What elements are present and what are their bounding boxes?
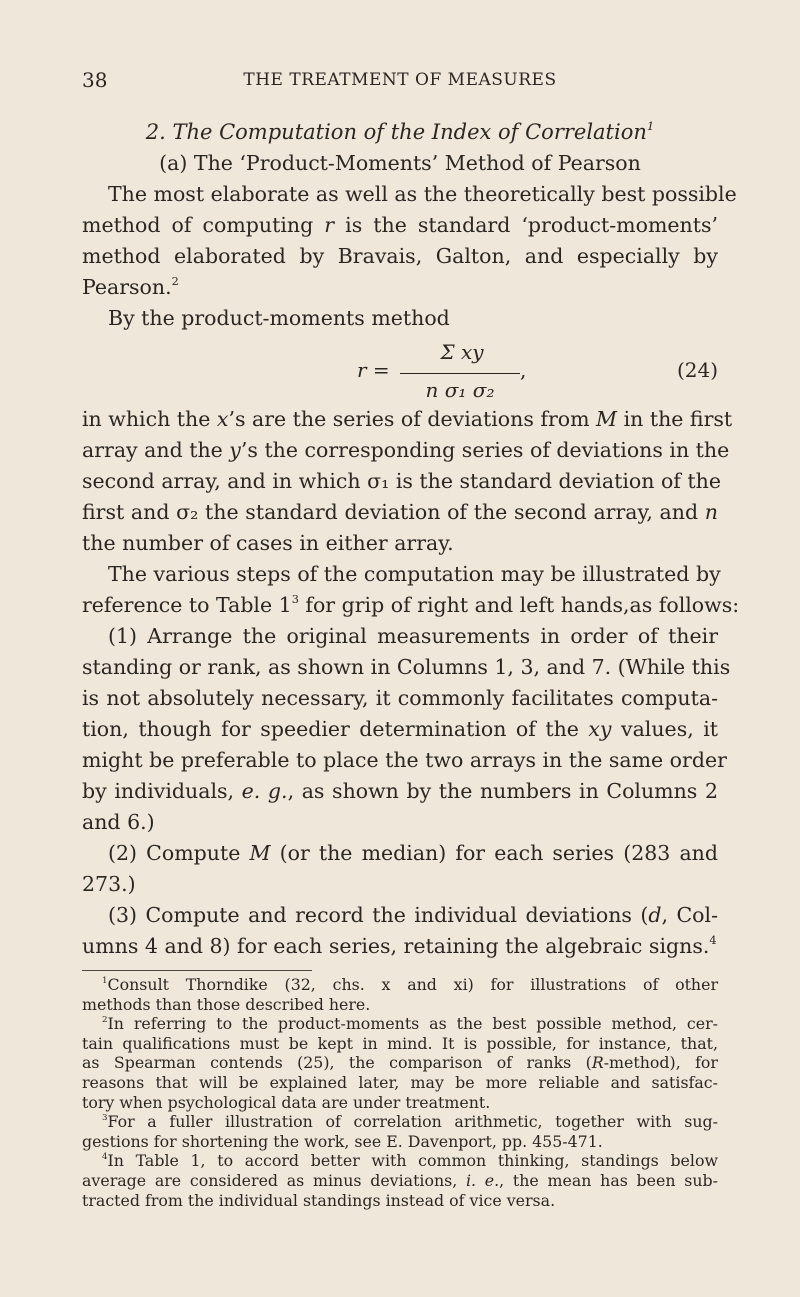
text-run: M — [249, 841, 271, 865]
text-line — [82, 1034, 718, 1054]
paragraph — [82, 404, 733, 559]
text-run: second array, and in which σ₁ is the standard deviation of the — [82, 469, 721, 493]
text-run: ’s are the series of deviations from — [228, 407, 597, 431]
text-line — [82, 683, 718, 714]
equation-24 — [82, 340, 718, 404]
paragraph — [82, 621, 731, 838]
text-run: and 6.) — [82, 810, 155, 834]
text-line — [82, 590, 740, 621]
footnote-marker[interactable]: 4 — [709, 933, 717, 947]
text-line — [82, 1151, 718, 1171]
text-line — [82, 241, 718, 272]
text-line — [82, 652, 731, 683]
text-run: average are considered as minus deviations, — [82, 1170, 466, 1190]
text-run: methods than those described here. — [82, 994, 371, 1014]
footnotes — [82, 975, 718, 1210]
footnote — [82, 975, 718, 1014]
text-line — [82, 995, 718, 1015]
footnote-marker[interactable]: 1 — [646, 118, 655, 133]
text-line — [82, 621, 718, 652]
text-run: method of computing — [82, 213, 325, 237]
footnote-marker[interactable]: 2 — [102, 1015, 108, 1026]
text-line — [82, 1093, 718, 1113]
equation-numerator: Σ xy — [440, 340, 484, 364]
footnote — [82, 1014, 718, 1112]
text-run: method elaborated by Bravais, Galton, and especially by — [82, 244, 718, 268]
text-run: e. g. — [241, 779, 288, 803]
text-line — [82, 148, 718, 179]
text-run: as Spearman contends (25), the comparison of ranks ( — [82, 1053, 592, 1073]
text-run: (1) Arrange the original measurements in order of their — [108, 624, 718, 648]
text-run: In referring to the product-moments as the best possible method, cer- — [107, 1014, 718, 1034]
text-line — [82, 1014, 718, 1034]
footnote-marker[interactable]: 2 — [171, 274, 179, 288]
text-run: in the first — [617, 407, 733, 431]
text-line — [82, 528, 718, 559]
footnote — [82, 1151, 718, 1210]
text-run: the number of cases in either array. — [82, 531, 454, 555]
text-run: tion, though for speedier determination of the — [82, 717, 589, 741]
footnote-marker[interactable]: 4 — [102, 1152, 108, 1163]
text-line — [82, 272, 718, 303]
text-line — [82, 714, 718, 745]
text-run: by individuals, — [82, 779, 242, 803]
text-run: (or the median) for each series (283 and — [270, 841, 718, 865]
text-run: reasons that will be explained later, may be more reliable and satisfac- — [82, 1072, 718, 1092]
fraction-bar — [400, 373, 520, 374]
text-run: values, it — [611, 717, 718, 741]
text-run: , Col- — [661, 903, 719, 927]
text-run: By the product-moments method — [108, 306, 450, 330]
text-line — [82, 975, 718, 995]
text-run: umns 4 and 8) for each series, retaining the algebraic signs. — [82, 934, 710, 958]
text-line — [82, 776, 718, 807]
text-line — [82, 497, 718, 528]
text-run: tory when psychological data are under treatment. — [82, 1092, 491, 1112]
body-text-bottom — [82, 404, 740, 962]
text-run: y — [229, 438, 241, 462]
text-run: The most elaborate as well as the theoretically best possible — [108, 182, 737, 206]
page-number: 38 — [82, 68, 108, 92]
text-run: M — [596, 407, 618, 431]
text-run: (3) Compute and record the individual deviations ( — [108, 903, 649, 927]
text-run: gestions for shortening the work, see E. Davenport, pp. 455-471. — [82, 1131, 603, 1151]
paragraph — [82, 559, 740, 621]
text-run: -method), for — [603, 1053, 718, 1073]
paragraph — [82, 148, 718, 179]
text-line — [82, 1132, 718, 1152]
text-line — [82, 210, 718, 241]
text-run: In Table 1, to accord better with common thinking, standings below — [107, 1151, 718, 1171]
text-run: 273.) — [82, 872, 136, 896]
text-run: i. e. — [466, 1170, 500, 1190]
paragraph — [82, 303, 718, 334]
text-line — [82, 1191, 718, 1211]
equation-denominator: n σ₁ σ₂ — [425, 378, 495, 402]
body-text-top — [82, 148, 737, 334]
text-run: ’s the corresponding series of deviations in the — [240, 438, 730, 462]
text-run: , the mean has been sub- — [499, 1170, 718, 1190]
text-run: in which the — [82, 407, 217, 431]
text-run: Consult Thorndike (32, chs. x and xi) for illustrations of other — [107, 975, 718, 994]
text-run: (a) The ‘Product-Moments’ Method of Pearson — [159, 151, 641, 175]
text-run: , as shown by the numbers in Columns 2 — [287, 779, 718, 803]
footnote-marker[interactable]: 3 — [102, 1113, 108, 1124]
text-line — [82, 303, 718, 334]
text-line — [82, 404, 733, 435]
text-run: 2. The Computation of the Index of Correlation — [145, 120, 647, 144]
footnote — [82, 1112, 718, 1151]
text-run: is not absolutely necessary, it commonly facilitates computa- — [82, 686, 718, 710]
text-run: R — [591, 1053, 604, 1073]
running-header — [82, 68, 718, 98]
text-run: n — [704, 500, 718, 524]
text-run: For a fuller illustration of correlation arithmetic, together with sug- — [107, 1112, 718, 1132]
text-run: d — [648, 903, 662, 927]
text-run: tracted from the individual standings instead of vice versa. — [82, 1190, 556, 1210]
text-line — [82, 900, 718, 931]
text-line — [82, 1112, 718, 1132]
text-line — [82, 931, 718, 962]
text-run: array and the — [82, 438, 230, 462]
running-title: THE TREATMENT OF MEASURES — [243, 70, 557, 90]
text-run: standing or rank, as shown in Columns 1, 3, and 7. (While this — [82, 655, 731, 679]
text-run: is the standard ‘product-moments’ — [334, 213, 718, 237]
paragraph — [82, 838, 718, 900]
text-run: Pearson. — [82, 275, 172, 299]
text-line — [82, 1171, 718, 1191]
footnote-marker[interactable]: 1 — [102, 976, 108, 987]
text-line — [82, 745, 727, 776]
text-line — [82, 1053, 718, 1073]
text-run: reference to Table 1 — [82, 593, 292, 617]
text-run: might be preferable to place the two arrays in the same order — [82, 748, 727, 772]
text-run: tain qualifications must be kept in mind. It is possible, for instance, that, — [82, 1033, 718, 1053]
text-line — [82, 807, 718, 838]
text-run: first and σ₂ the standard deviation of the second array, and — [82, 500, 705, 524]
equation-lhs: r = — [357, 358, 390, 382]
text-line — [82, 466, 721, 497]
footnote-divider — [82, 970, 312, 971]
text-line — [82, 1073, 718, 1093]
paragraph — [82, 179, 737, 303]
text-run: xy — [588, 717, 612, 741]
section-heading — [82, 120, 718, 144]
text-run: The various steps of the computation may be illustrated by — [108, 562, 721, 586]
text-line — [82, 179, 737, 210]
equation-number: (24) — [676, 358, 718, 382]
text-line — [82, 435, 730, 466]
text-run: r — [324, 213, 335, 237]
text-line — [82, 559, 721, 590]
text-run: x — [216, 407, 229, 431]
text-run: for grip of right and left hands,as follows: — [298, 593, 740, 617]
paragraph — [82, 900, 718, 962]
text-line — [82, 838, 718, 869]
footnote-marker[interactable]: 3 — [291, 592, 299, 606]
text-run: (2) Compute — [108, 841, 250, 865]
equation-punct: , — [520, 358, 527, 382]
text-line — [82, 869, 718, 900]
